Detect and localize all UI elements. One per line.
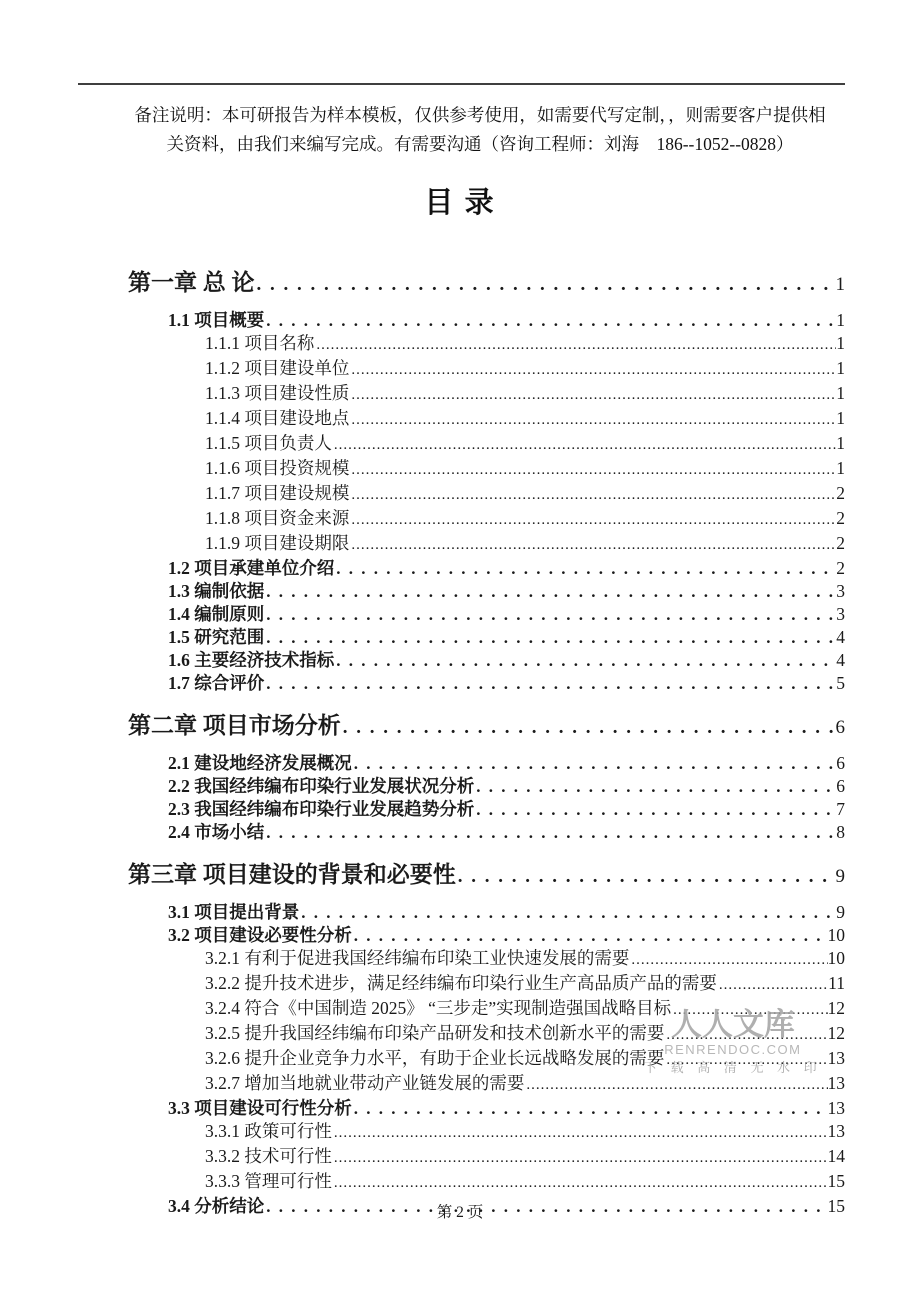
toc-page-number: 1 xyxy=(836,408,845,428)
toc-entry-label: 第二章 项目市场分析 xyxy=(128,713,341,738)
toc-entry-label: 1.1.9 项目建设期限 xyxy=(205,533,350,553)
toc-leader-dots xyxy=(341,711,836,743)
toc-entry-label: 1.6 主要经济技术指标 xyxy=(168,650,335,670)
toc-page-number: 1 xyxy=(836,383,845,403)
toc-entry xyxy=(78,752,845,775)
toc-leader-dots xyxy=(352,1097,828,1120)
toc-entry xyxy=(78,357,845,382)
toc-entry xyxy=(78,557,845,580)
toc-page-number: 2 xyxy=(836,508,845,528)
watermark-domain-text: RENRENDOC.COM xyxy=(664,1042,802,1057)
toc-leader-dots xyxy=(664,1047,827,1072)
toc-entry xyxy=(78,798,845,821)
toc-entry-label: 1.3 编制依据 xyxy=(168,581,265,601)
toc-page-number: 10 xyxy=(827,925,845,945)
toc-leader-dots xyxy=(264,580,836,603)
toc-leader-dots xyxy=(349,457,836,482)
toc-leader-dots xyxy=(264,672,836,695)
toc-page-number: 13 xyxy=(827,1073,845,1093)
toc-page-number: 3 xyxy=(836,604,845,624)
toc-entry-label: 3.2.6 提升企业竞争力水平，有助于企业长远战略发展的需要 xyxy=(205,1048,665,1068)
disclaimer-note xyxy=(95,101,865,159)
toc-entry-label: 1.1.5 项目负责人 xyxy=(205,433,332,453)
toc-entry-label: 3.3 项目建设可行性分析 xyxy=(168,1098,352,1118)
toc-leader-dots xyxy=(474,798,836,821)
toc-leader-dots xyxy=(349,532,836,557)
toc-entry xyxy=(78,457,845,482)
toc-entry-label: 2.4 市场小结 xyxy=(168,822,265,842)
toc-entry xyxy=(78,482,845,507)
toc-entry-label: 1.4 编制原则 xyxy=(168,604,265,624)
toc-entry xyxy=(78,947,845,972)
toc-entry xyxy=(78,580,845,603)
page-title: 目 录 xyxy=(424,187,496,219)
toc-entry-label: 1.2 项目承建单位介绍 xyxy=(168,558,335,578)
toc-entry-label: 3.1 项目提出背景 xyxy=(168,902,300,922)
toc-leader-dots xyxy=(332,1120,828,1145)
toc-leader-dots xyxy=(332,1170,828,1195)
toc-page-number: 4 xyxy=(836,627,845,647)
toc-leader-dots xyxy=(352,752,837,775)
toc-page-number: 13 xyxy=(827,1121,845,1141)
toc-leader-dots xyxy=(264,309,836,332)
toc-page-number: 1 xyxy=(835,274,845,295)
toc-entry-label: 1.5 研究范围 xyxy=(168,627,265,647)
toc-entry xyxy=(78,860,845,892)
toc-entry xyxy=(78,507,845,532)
toc-page-number: 7 xyxy=(836,799,845,819)
toc-entry-label: 3.3.1 政策可行性 xyxy=(205,1121,332,1141)
toc-entry-label: 1.1.8 项目资金来源 xyxy=(205,508,350,528)
toc-leader-dots xyxy=(474,775,836,798)
toc-page-number: 1 xyxy=(836,433,845,453)
toc-page-number: 15 xyxy=(827,1171,845,1191)
toc-entry-label: 2.3 我国经纬编布印染行业发展趋势分析 xyxy=(168,799,475,819)
toc-leader-dots xyxy=(664,1022,827,1047)
toc-entry xyxy=(78,972,845,997)
toc-leader-dots xyxy=(332,1145,828,1170)
toc-entry-label: 3.3.2 技术可行性 xyxy=(205,1146,332,1166)
toc-leader-dots xyxy=(264,821,836,844)
toc-page-number: 2 xyxy=(836,483,845,503)
toc-entry-label: 第三章 项目建设的背景和必要性 xyxy=(128,862,456,887)
toc-entry-label: 3.2.5 提升我国经纬编布印染产品研发和技术创新水平的需要 xyxy=(205,1023,665,1043)
toc-entry xyxy=(78,997,845,1022)
toc-page-number: 9 xyxy=(835,866,845,887)
toc-page-number: 9 xyxy=(836,902,845,922)
toc-entry xyxy=(78,1022,845,1047)
toc-entry-label: 3.2.4 符合《中国制造 2025》 “三步走”实现制造强国战略目标 xyxy=(205,998,672,1018)
toc-entry-label: 1.1.3 项目建设性质 xyxy=(205,383,350,403)
toc-entry-label: 1.1.1 项目名称 xyxy=(205,333,315,353)
toc-page-number: 13 xyxy=(827,1048,845,1068)
toc-leader-dots xyxy=(352,924,828,947)
disclaimer-line-1: 备注说明：本可研报告为样本模板，仅供参考使用，如需要代写定制，，则需要客户提供相 xyxy=(134,105,826,125)
toc-leader-dots xyxy=(671,997,827,1022)
toc-leader-dots xyxy=(349,357,836,382)
toc-entry xyxy=(78,1170,845,1195)
toc-entry-label: 1.1.6 项目投资规模 xyxy=(205,458,350,478)
toc-page-number: 15 xyxy=(827,1196,845,1216)
toc-leader-dots xyxy=(264,626,836,649)
toc-leader-dots xyxy=(717,972,828,997)
toc-entry-label: 2.2 我国经纬编布印染行业发展状况分析 xyxy=(168,776,475,796)
toc-leader-dots xyxy=(349,482,836,507)
toc-entry xyxy=(78,532,845,557)
toc-page-number: 4 xyxy=(836,650,845,670)
toc-page-number: 2 xyxy=(836,533,845,553)
toc-page-number: 8 xyxy=(836,822,845,842)
toc-page-number: 1 xyxy=(836,310,845,330)
toc-entry xyxy=(78,1072,845,1097)
toc-entry-label: 3.2 项目建设必要性分析 xyxy=(168,925,352,945)
page-footer: 第 2 页 xyxy=(436,1204,484,1221)
toc-entry xyxy=(78,775,845,798)
toc-entry xyxy=(78,1120,845,1145)
toc-leader-dots xyxy=(332,432,836,457)
toc-list xyxy=(78,252,845,1218)
toc-entry xyxy=(78,603,845,626)
toc-page-number: 1 xyxy=(836,458,845,478)
toc-page-number: 5 xyxy=(836,673,845,693)
toc-page-number: 6 xyxy=(836,753,845,773)
toc-entry xyxy=(78,268,845,300)
toc-entry-label: 1.7 综合评价 xyxy=(168,673,265,693)
toc-leader-dots xyxy=(334,557,836,580)
toc-entry-label: 3.4 分析结论 xyxy=(168,1196,265,1216)
toc-entry xyxy=(78,649,845,672)
header-divider xyxy=(78,83,845,85)
toc-leader-dots xyxy=(349,507,836,532)
watermark-tagline-text: 下 载 高 清 无 水 印 xyxy=(644,1060,822,1075)
toc-page-number: 14 xyxy=(827,1146,845,1166)
disclaimer-line-2: 关资料，由我们来编写完成。有需要沟通（咨询工程师：刘海 186--1052--0828） xyxy=(166,134,794,154)
toc-entry-label: 2.1 建设地经济发展概况 xyxy=(168,753,352,773)
toc-entry-label: 3.3.3 管理可行性 xyxy=(205,1171,332,1191)
toc-entry-label: 1.1.2 项目建设单位 xyxy=(205,358,350,378)
toc-page-number: 12 xyxy=(827,1023,845,1043)
toc-page-number: 1 xyxy=(836,333,845,353)
toc-entry-label: 3.2.2 提升技术进步，满足经纬编布印染行业生产高品质产品的需要 xyxy=(205,973,717,993)
toc-page-number: 6 xyxy=(835,717,845,738)
toc-page-number: 11 xyxy=(828,973,845,993)
toc-entry-label: 3.2.1 有利于促进我国经纬编布印染工业快速发展的需要 xyxy=(205,948,630,968)
toc-entry xyxy=(78,1097,845,1120)
toc-leader-dots xyxy=(629,947,827,972)
toc-entry xyxy=(78,924,845,947)
toc-entry-label: 1.1.7 项目建设规模 xyxy=(205,483,350,503)
toc-entry xyxy=(78,1145,845,1170)
toc-leader-dots xyxy=(349,407,836,432)
toc-leader-dots xyxy=(264,603,836,626)
toc-page-number: 13 xyxy=(827,1098,845,1118)
watermark-brand-text: 人人文库 xyxy=(670,1007,795,1042)
toc-entry-label: 1.1 项目概要 xyxy=(168,310,265,330)
toc-page-number: 2 xyxy=(836,558,845,578)
toc-leader-dots xyxy=(314,332,836,357)
toc-entry xyxy=(78,309,845,332)
toc-entry-label: 1.1.4 项目建设地点 xyxy=(205,408,350,428)
toc-entry xyxy=(78,626,845,649)
toc-leader-dots xyxy=(299,901,836,924)
toc-page-number: 1 xyxy=(836,358,845,378)
toc-entry xyxy=(78,901,845,924)
toc-leader-dots xyxy=(349,382,836,407)
toc-leader-dots xyxy=(255,268,836,300)
toc-entry-label: 3.2.7 增加当地就业带动产业链发展的需要 xyxy=(205,1073,525,1093)
toc-leader-dots xyxy=(456,860,836,892)
toc-leader-dots xyxy=(524,1072,827,1097)
toc-entry xyxy=(78,432,845,457)
toc-entry xyxy=(78,1047,845,1072)
toc-entry xyxy=(78,672,845,695)
toc-entry xyxy=(78,821,845,844)
toc-page-number: 3 xyxy=(836,581,845,601)
toc-leader-dots xyxy=(334,649,836,672)
toc-entry-label: 第一章 总 论 xyxy=(128,270,255,295)
toc-page-number: 6 xyxy=(836,776,845,796)
toc-page-number: 10 xyxy=(827,948,845,968)
toc-entry xyxy=(78,332,845,357)
toc-entry xyxy=(78,711,845,743)
toc-page-number: 12 xyxy=(827,998,845,1018)
toc-entry xyxy=(78,382,845,407)
toc-entry xyxy=(78,407,845,432)
